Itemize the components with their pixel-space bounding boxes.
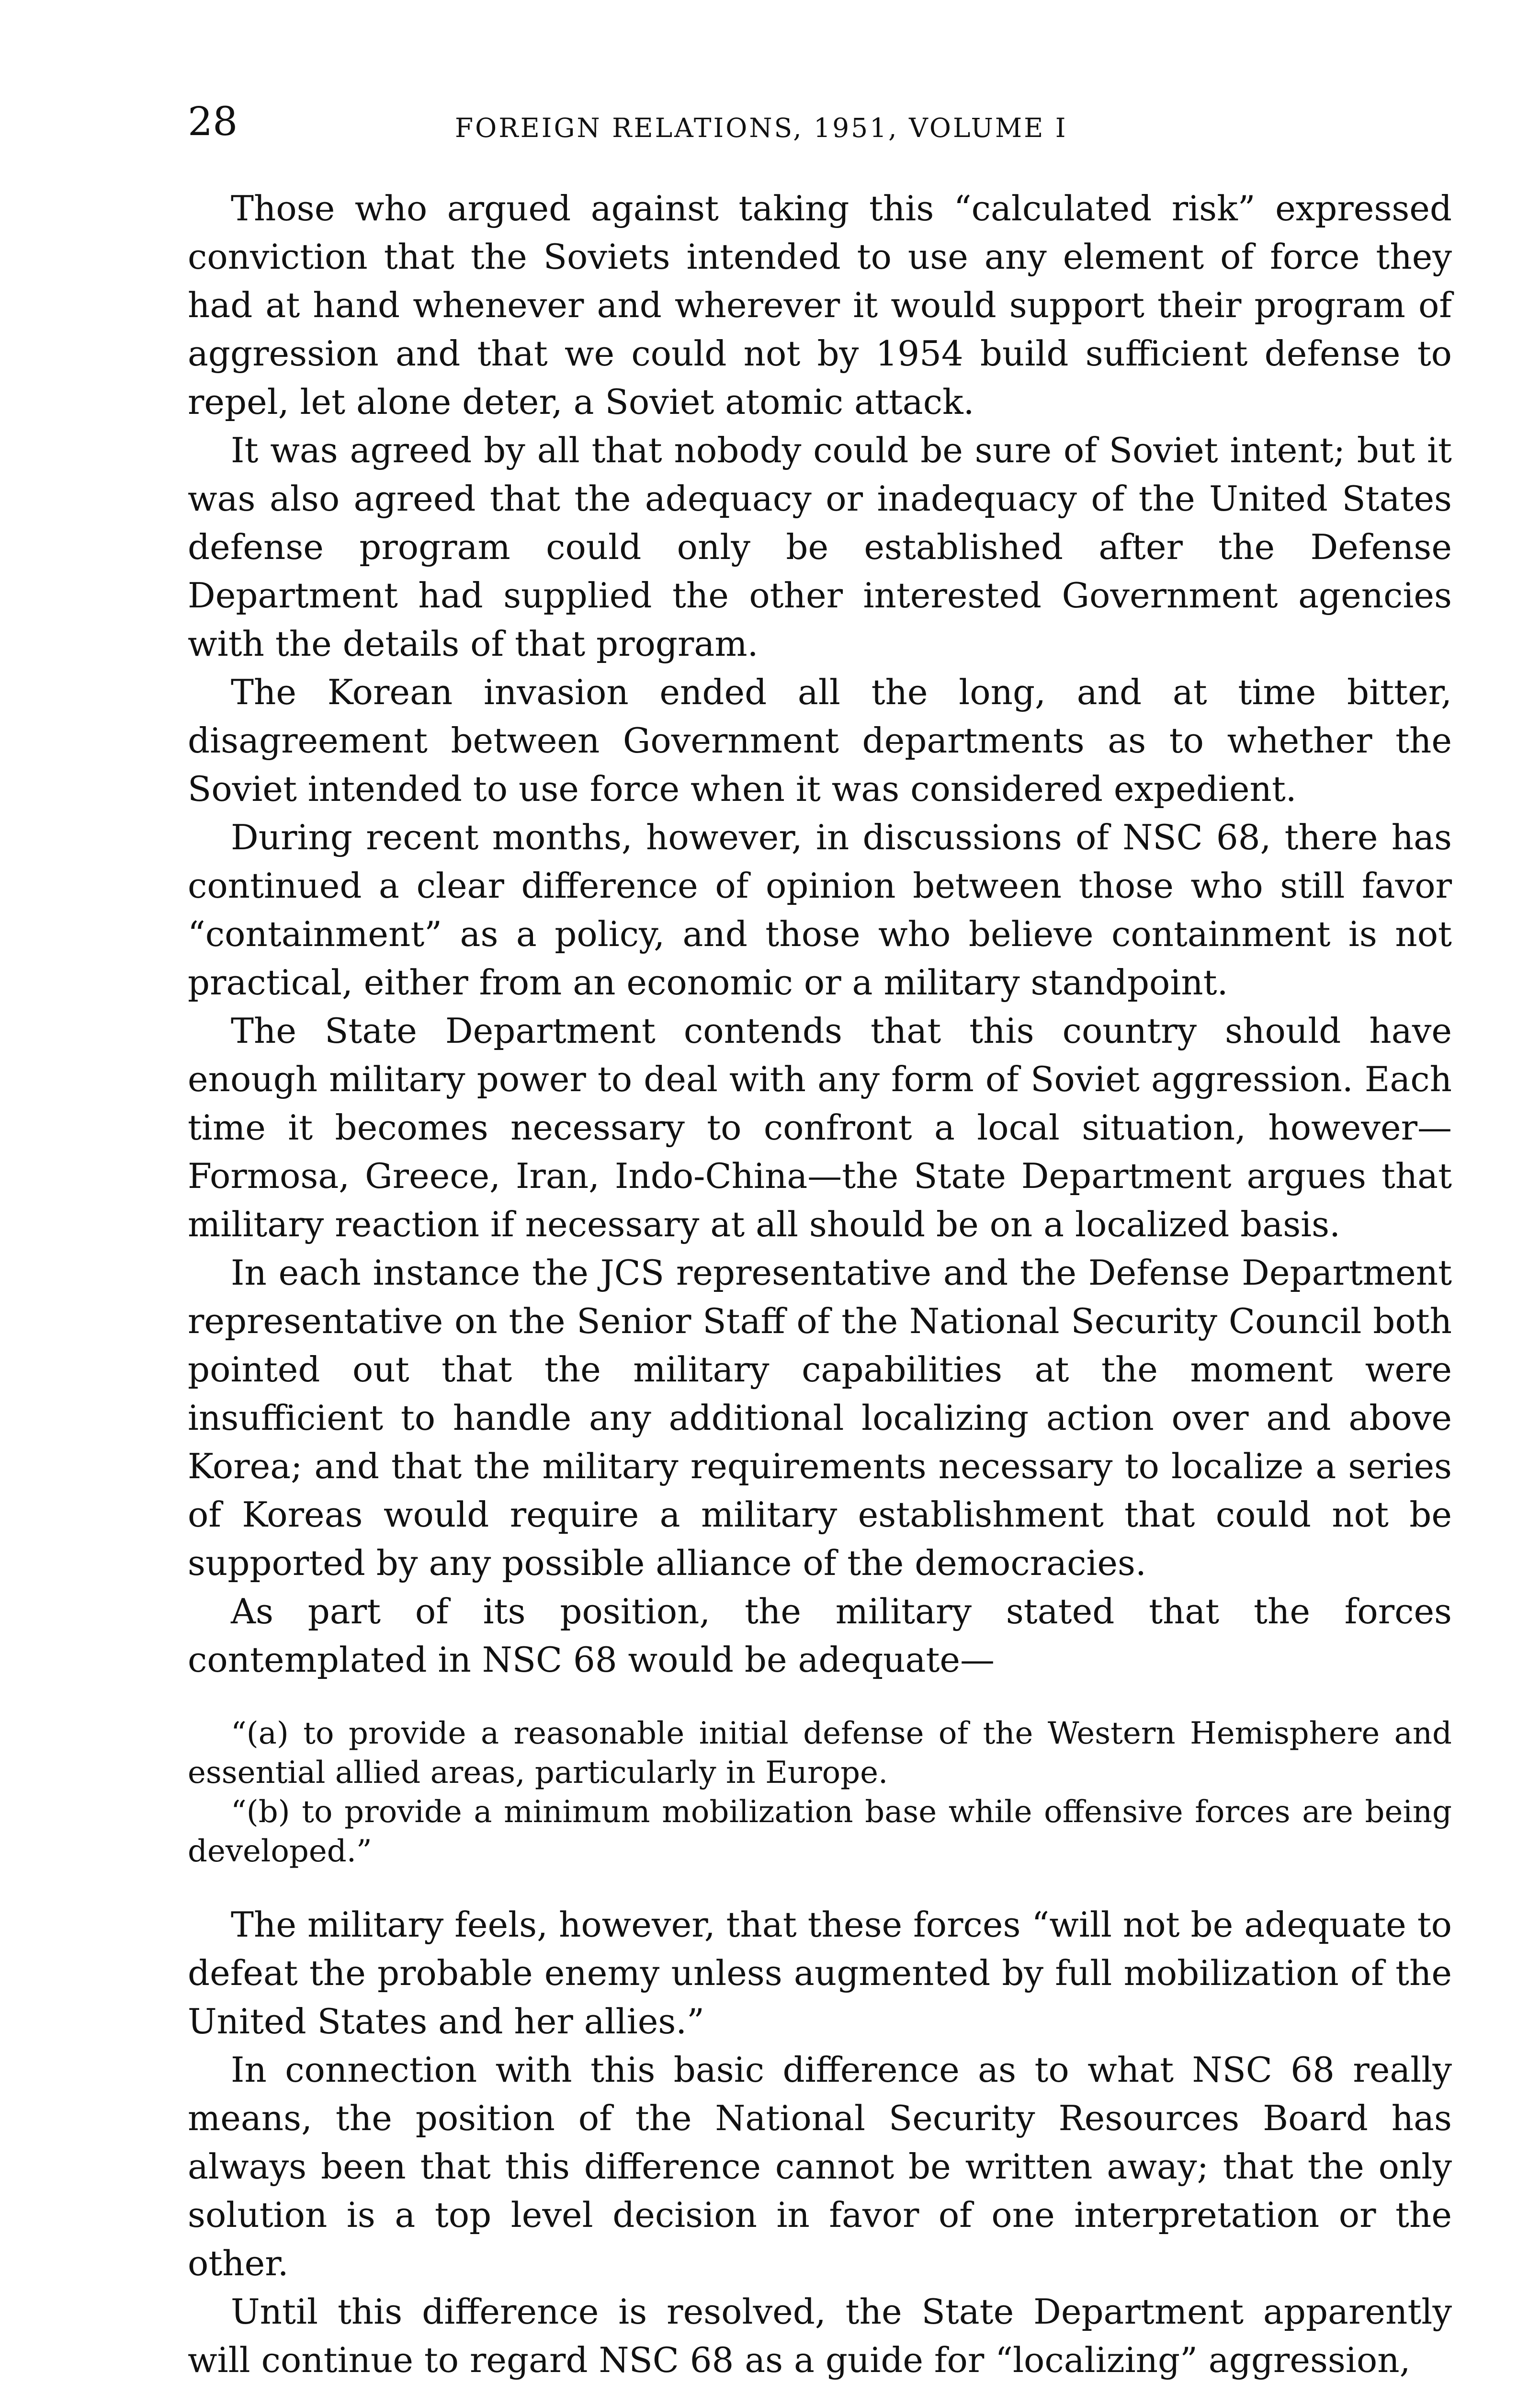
page-number: 28 (188, 99, 238, 145)
paragraph: It was agreed by all that nobody could be sure of Soviet intent; but it was also agreed that the adequacy or inadequacy of the United States defense program could only be established after the Defense Department had supplied the other interested Government agencies with the details of that program. (188, 430, 1452, 664)
paragraph: During recent months, however, in discussions of NSC 68, there has continued a clear difference of opinion between those who still favor “containment” as a policy, and those who believe containment is not practical, either from an economic or a military standpoint. (188, 817, 1452, 1003)
paragraph: The Korean invasion ended all the long, and at time bitter, disagreement between Government departments as to whether the Soviet intended to use force when it was considered expedient. (188, 672, 1452, 809)
block-quote-item: “(b) to provide a minimum mobilization base while offensive forces are being developed.” (188, 1794, 1452, 1869)
paragraph: As part of its position, the military stated that the forces contemplated in NSC 68 would be adequate— (188, 1591, 1452, 1680)
paragraph: The State Department contends that this country should have enough military power to deal with any form of Soviet aggression. Each time it becomes necessary to confront a local situation, however—Formosa, Greece, Iran, Indo-China—the State Department argues that military reaction if necessary at all should be on a localized basis. (188, 1011, 1452, 1244)
body-text (188, 184, 1452, 2384)
running-head: FOREIGN RELATIONS, 1951, VOLUME I (455, 113, 1068, 143)
paragraph: The military feels, however, that these forces “will not be adequate to defeat the probable enemy unless augmented by full mobilization of the United States and her allies.” (188, 1905, 1452, 2041)
page-header (188, 98, 1452, 156)
paragraph: Those who argued against taking this “calculated risk” expressed conviction that the Soviets intended to use any element of force they had at hand whenever and wherever it would support their program of aggression and that we could not by 1954 build sufficient defense to repel, let alone deter, a Soviet atomic attack. (188, 188, 1452, 422)
paragraph: Until this difference is resolved, the State Department apparently will continue to regard NSC 68 as a guide for “localizing” aggression, (188, 2292, 1452, 2380)
paragraph: In connection with this basic difference as to what NSC 68 really means, the position of the National Security Resources Board has always been that this difference cannot be written away; that the only solution is a top level decision in favor of one interpretation or the other. (188, 2050, 1452, 2283)
block-quote-item: “(a) to provide a reasonable initial defense of the Western Hemisphere and essential allied areas, particularly in Europe. (188, 1716, 1452, 1791)
paragraph: In each instance the JCS representative and the Defense Department representative on the Senior Staff of the National Security Council both pointed out that the military capabilities at the moment were insufficient to handle any additional localizing action over and above Korea; and that the military requirements necessary to localize a series of Koreas would require a military establishment that could not be supported by any possible alliance of the democracies. (188, 1253, 1452, 1583)
